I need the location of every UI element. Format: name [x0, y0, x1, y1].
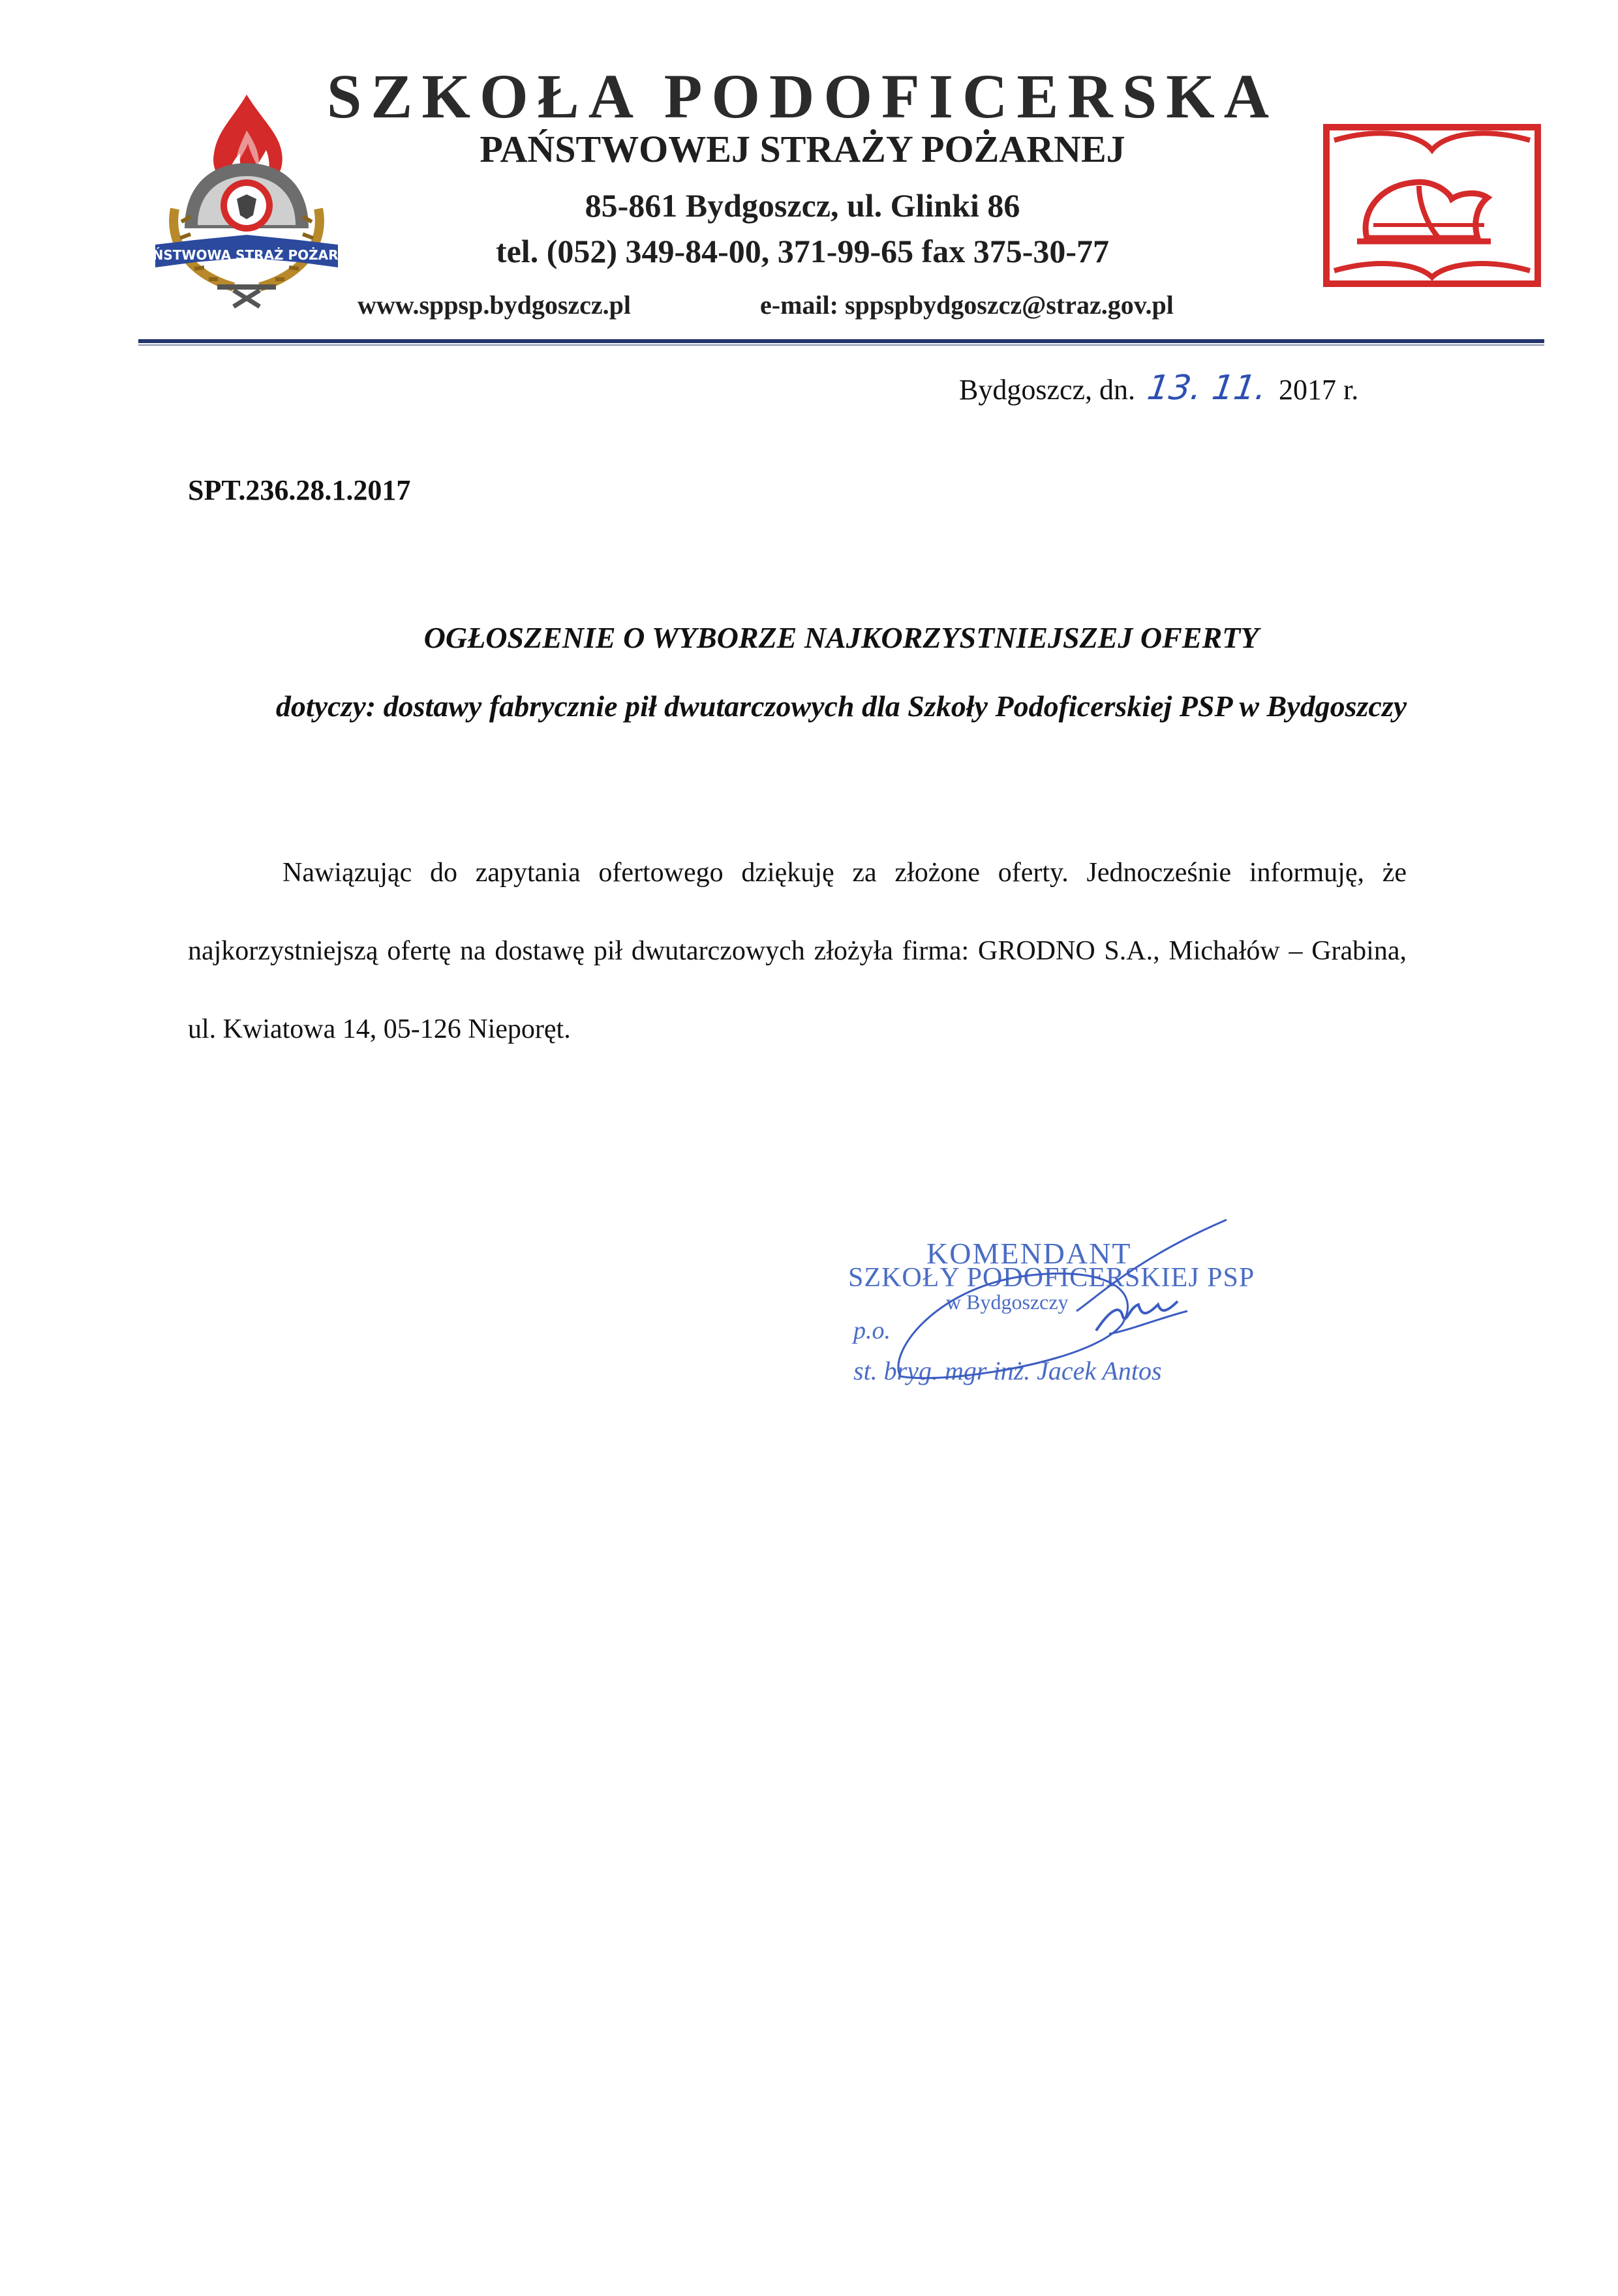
emblem-ribbon-text: PAŃSTWOWA STRAŻ POŻARNA [134, 247, 359, 263]
institution-address: 85-861 Bydgoszcz, ul. Glinki 86 [585, 187, 1020, 224]
body-paragraph: Nawiązując do zapytania ofertowego dziękuję za złożone oferty. Jednocześnie informuję, że najkorzystniejszą ofertę na dostawę pił dwutarczowych złożyła firma: GRODNO S.A., Michałów – Grabina, ul. Kwiatowa 14, 05-126 Nieporęt. [188, 858, 1407, 1044]
date-suffix: 2017 r. [1279, 374, 1359, 406]
email-link[interactable]: e-mail: sppspbydgoszcz@straz.gov.pl [760, 290, 1174, 320]
stamp-title: KOMENDANT [926, 1237, 1132, 1270]
announcement-title: OGŁOSZENIE O WYBORZE NAJKORZYSTNIEJSZEJ OFERTY [423, 621, 1259, 654]
institution-subtitle: PAŃSTWOWEJ STRAŻY POŻARNEJ [480, 128, 1125, 170]
stamp-signatory: st. bryg. mgr inż. Jacek Antos [853, 1356, 1162, 1385]
stamp-institution: SZKOŁY PODOFICERSKIEJ PSP [848, 1263, 1255, 1293]
institution-name: SZKOŁA PODOFICERSKA [326, 61, 1279, 131]
date-prefix: Bydgoszcz, dn. [959, 374, 1136, 406]
stamp-po: p.o. [853, 1317, 891, 1344]
handwritten-signature [861, 1200, 1266, 1409]
letterhead-divider-thin [138, 344, 1544, 346]
institution-phone: tel. (052) 349-84-00, 371-99-65 fax 375-30-77 [495, 233, 1110, 269]
fire-service-emblem-icon [134, 91, 359, 313]
date-line [959, 369, 1358, 410]
date-handwritten: 13. 11. [1144, 369, 1270, 408]
letterhead-divider [138, 339, 1544, 343]
announcement-subject: dotyczy: dostawy fabrycznie pił dwutarczowych dla Szkoły Podoficerskiej PSP w Bydgoszczy [275, 689, 1407, 723]
stamp-city: w Bydgoszczy [946, 1290, 1069, 1314]
reference-number: SPT.236.28.1.2017 [188, 474, 411, 506]
helmet-book-emblem-icon [1321, 114, 1543, 290]
website-link[interactable]: www.sppsp.bydgoszcz.pl [358, 290, 632, 320]
